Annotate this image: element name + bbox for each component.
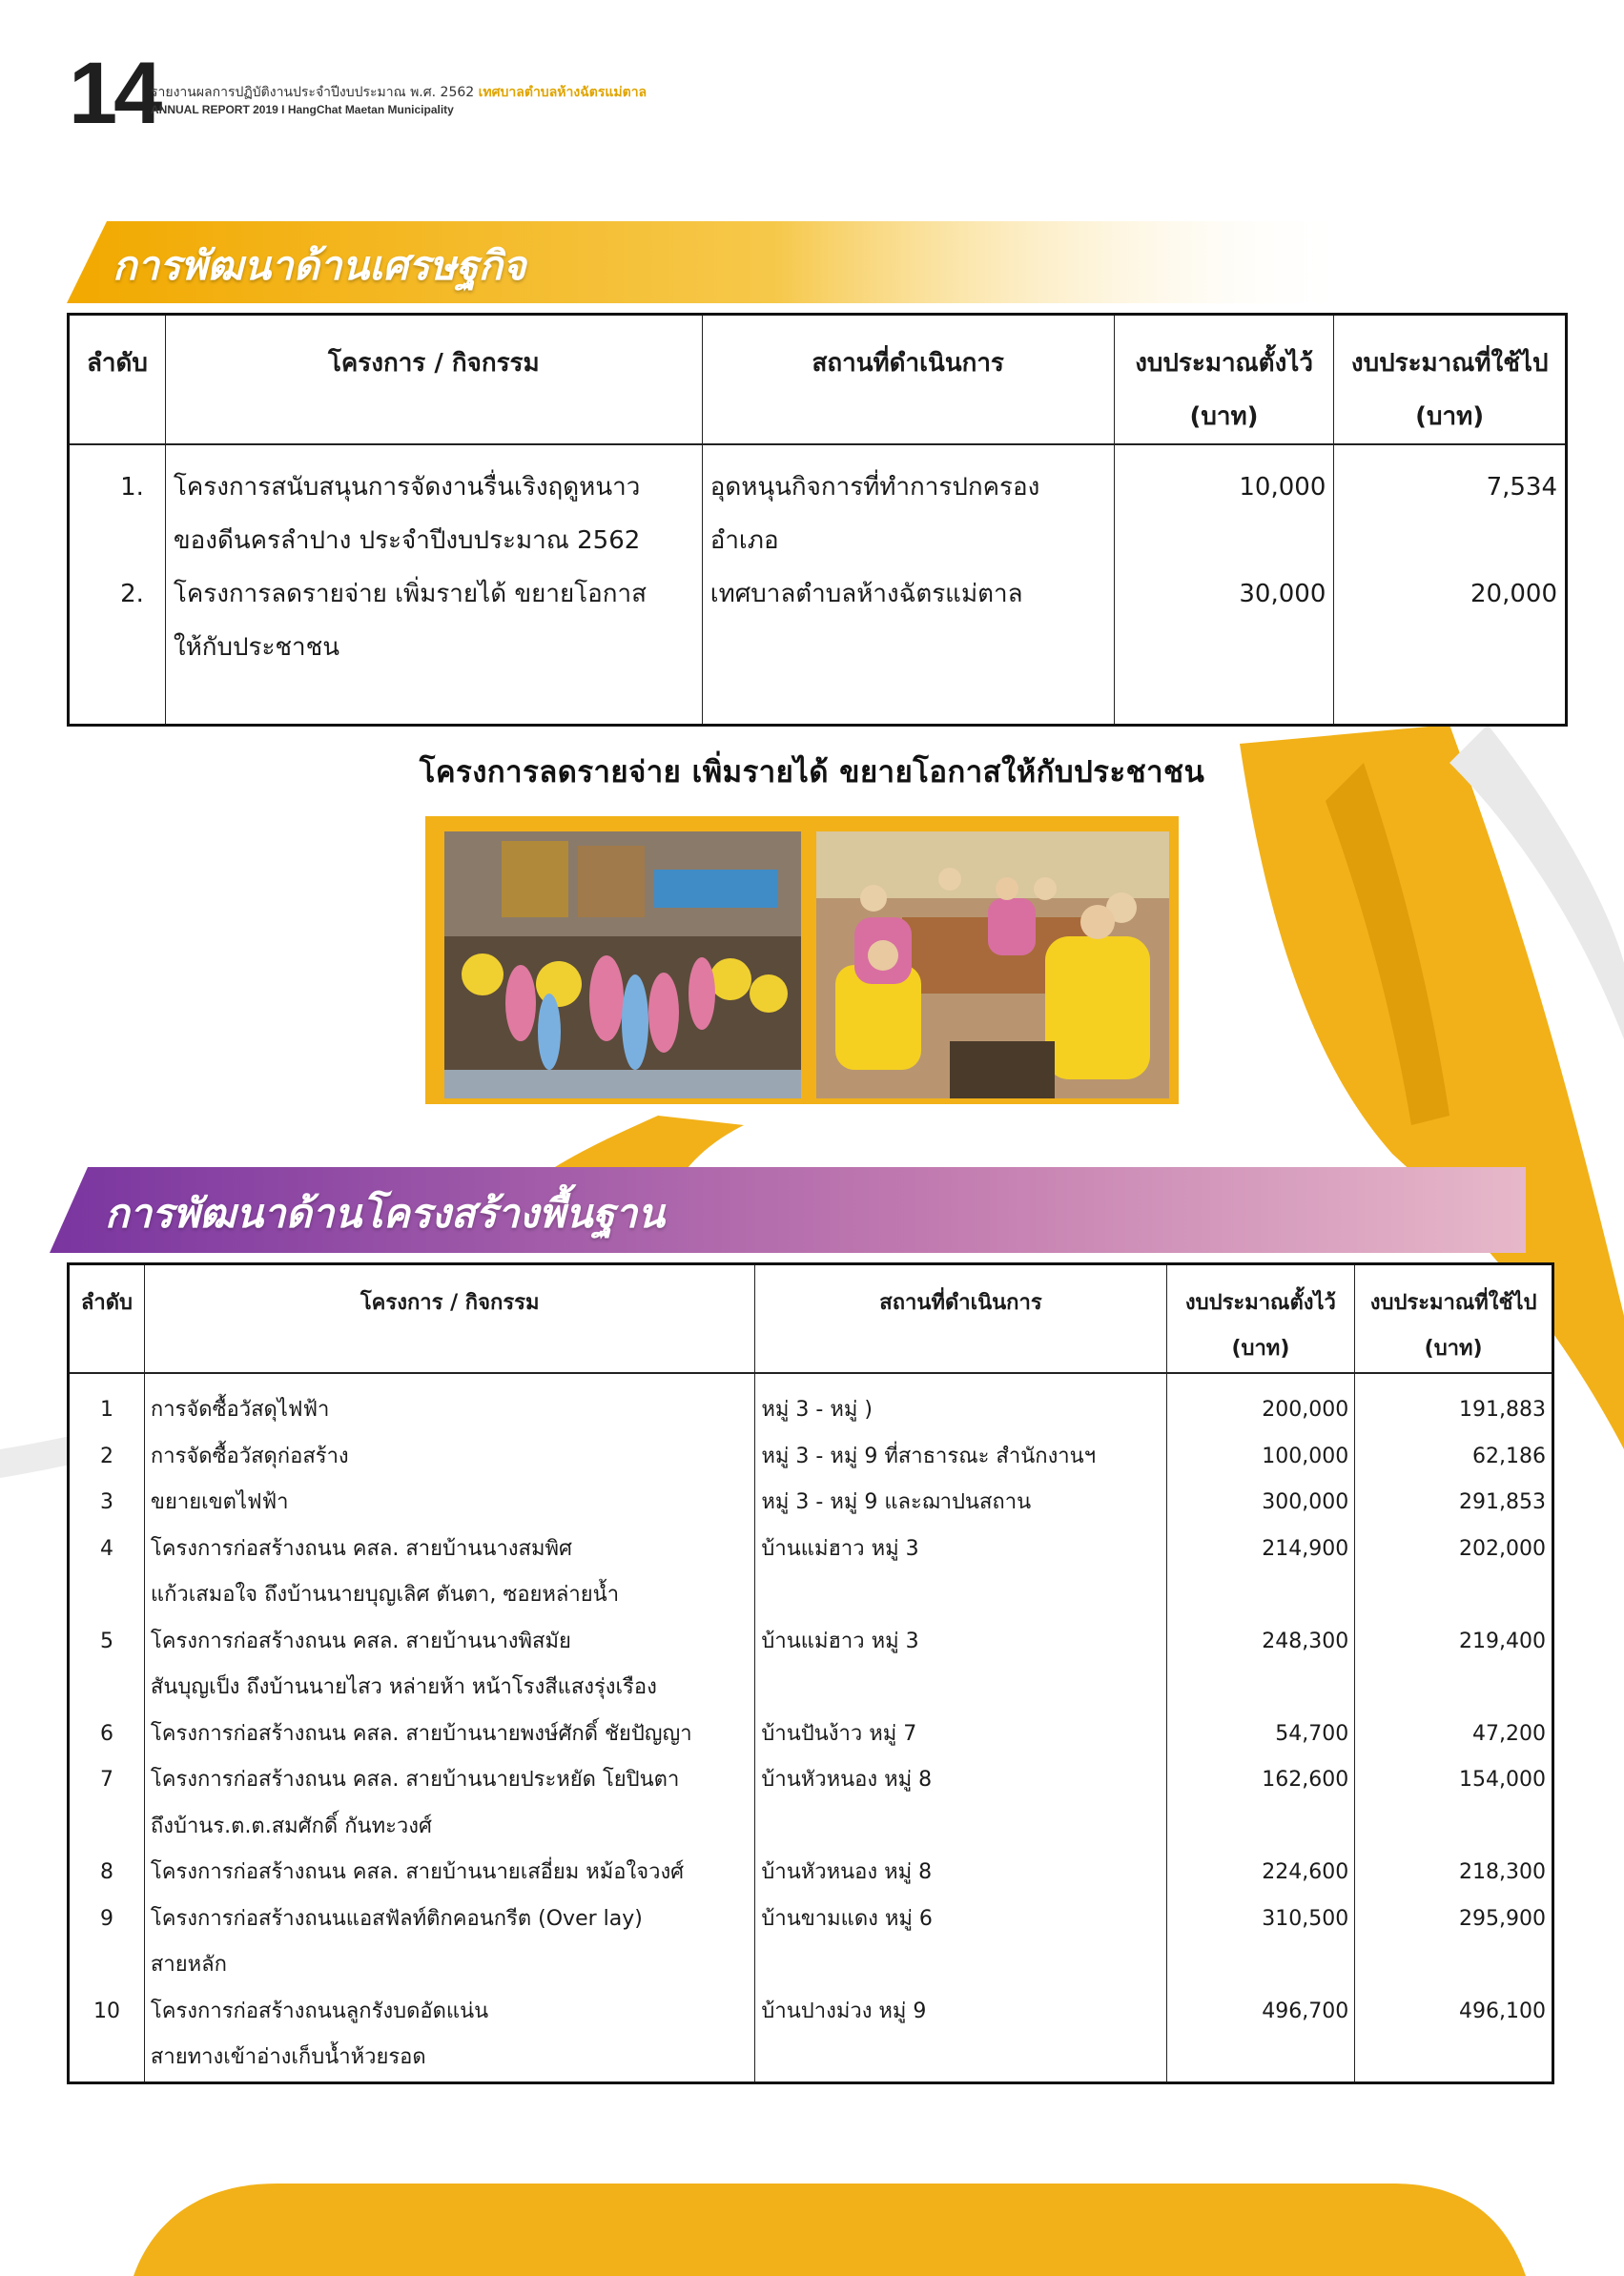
col-header-no: ลำดับ — [69, 315, 166, 445]
budget-set-label: งบประมาณตั้งไว้ — [1184, 1291, 1336, 1315]
row-location: บ้านปางม่วง หมู่ 9 — [755, 1989, 1166, 2083]
row-budget-set: 496,700 — [1166, 1989, 1355, 2083]
project-line: โครงการสนับสนุนการจัดงานรื่นเริงฤดูหนาว — [173, 473, 641, 502]
row-project — [144, 1897, 755, 1989]
row-no: 1 — [69, 1373, 145, 1434]
photo-section-title: โครงการลดรายจ่าย เพิ่มรายได้ ขยายโอกาสให้กับประชาชน — [419, 755, 1205, 789]
row-budget-set: 10,000 — [1114, 444, 1334, 567]
row-location: บ้านหัวหนอง หมู่ 8 — [755, 1757, 1166, 1850]
row-location: เทศบาลตำบลห้างฉัตรแม่ตาล — [702, 567, 1114, 726]
project-line: โครงการก่อสร้างถนนแอสฟัลท์ติกคอนกรีต (Over lay) — [150, 1906, 643, 1931]
economic-section-banner — [113, 231, 526, 301]
gold-bottom — [134, 2184, 1526, 2276]
row-budget-used: 191,883 — [1355, 1373, 1553, 1434]
budget-used-label: งบประมาณที่ใช้ไป — [1369, 1291, 1537, 1315]
row-budget-used: 62,186 — [1355, 1434, 1553, 1481]
budget-used-unit: (บาท) — [1424, 1337, 1483, 1361]
project-line: ให้กับประชาชน — [173, 633, 340, 662]
budget-used-label: งบประมาณที่ใช้ไป — [1350, 349, 1549, 378]
budget-used-unit: (บาท) — [1415, 402, 1485, 431]
budget-set-label: งบประมาณตั้งไว้ — [1135, 349, 1313, 378]
row-location: บ้านแม่ฮาว หมู่ 3 — [755, 1527, 1166, 1619]
row-budget-set: 248,300 — [1166, 1619, 1355, 1712]
row-budget-used: 202,000 — [1355, 1527, 1553, 1619]
table-row — [69, 567, 1567, 726]
row-location: อุดหนุนกิจการที่ทำการปกครองอำเภอ — [702, 444, 1114, 567]
row-budget-set: 30,000 — [1114, 567, 1334, 726]
row-no: 8 — [69, 1850, 145, 1897]
row-project — [165, 567, 702, 726]
row-project — [144, 1480, 755, 1527]
row-budget-used: 218,300 — [1355, 1850, 1553, 1897]
row-budget-used: 47,200 — [1355, 1712, 1553, 1758]
project-line: โครงการก่อสร้างถนน คสล. สายบ้านนายเสอี่ยม หม้อใจวงศ์ — [150, 1860, 685, 1884]
table-row — [69, 1850, 1553, 1897]
row-location: หมู่ 3 - หมู่ 9 ที่สาธารณะ สำนักงานฯ — [755, 1434, 1166, 1481]
project-line: ของดีนครลำปาง ประจำปีงบประมาณ 2562 — [173, 526, 641, 555]
row-budget-set: 200,000 — [1166, 1373, 1355, 1434]
budget-set-unit: (บาท) — [1231, 1337, 1290, 1361]
infrastructure-projects-table — [67, 1262, 1554, 2084]
budget-set-unit: (บาท) — [1189, 402, 1259, 431]
row-project — [144, 1434, 755, 1481]
project-line: โครงการก่อสร้างถนน คสล. สายบ้านนางพิสมัย — [150, 1629, 571, 1653]
row-location: บ้านขามแดง หมู่ 6 — [755, 1897, 1166, 1989]
col-header-no: ลำดับ — [69, 1264, 145, 1374]
row-project — [144, 1850, 755, 1897]
row-location: บ้านปันง้าว หมู่ 7 — [755, 1712, 1166, 1758]
table-header-row — [69, 1264, 1553, 1374]
row-project — [144, 1989, 755, 2083]
col-header-budget-used — [1334, 315, 1567, 445]
row-no: 5 — [69, 1619, 145, 1712]
col-header-budget-used — [1355, 1264, 1553, 1374]
project-line: การจัดซื้อวัสดุก่อสร้าง — [150, 1444, 349, 1468]
project-line: สันบุญเป็ง ถึงบ้านนายไสว หล่ายห้า หน้าโรงสีแสงรุ่งเรือง — [150, 1675, 657, 1699]
row-no: 10 — [69, 1989, 145, 2083]
table-row — [69, 1897, 1553, 1989]
row-location: หมู่ 3 - หมู่ 9 และฌาปนสถาน — [755, 1480, 1166, 1527]
row-budget-used: 7,534 — [1334, 444, 1567, 567]
row-no: 2 — [69, 1434, 145, 1481]
row-budget-used: 154,000 — [1355, 1757, 1553, 1850]
table-row — [69, 1373, 1553, 1434]
photo-frame — [425, 816, 1179, 1104]
economic-section-title: การพัฒนาด้านเศรษฐกิจ — [113, 242, 526, 289]
project-line: โครงการก่อสร้างถนน คสล. สายบ้านนางสมพิศ — [150, 1536, 572, 1561]
economic-projects-table — [67, 313, 1568, 727]
project-line: โครงการก่อสร้างถนน คสล. สายบ้านนายประหยัด โยปินตา — [150, 1768, 680, 1792]
report-title-th-text: รายงานผลการปฏิบัติงานประจำปีงบประมาณ พ.ศ. 2562 — [151, 85, 475, 100]
infrastructure-section-banner — [105, 1179, 665, 1249]
activity-photo-2 — [816, 831, 1169, 1098]
row-no: 1. — [69, 444, 166, 567]
project-line: โครงการลดรายจ่าย เพิ่มรายได้ ขยายโอกาส — [173, 580, 647, 608]
row-location: บ้านหัวหนอง หมู่ 8 — [755, 1850, 1166, 1897]
row-budget-used: 295,900 — [1355, 1897, 1553, 1989]
row-no: 9 — [69, 1897, 145, 1989]
table-row — [69, 1434, 1553, 1481]
row-no: 4 — [69, 1527, 145, 1619]
infrastructure-section-title: การพัฒนาด้านโครงสร้างพื้นฐาน — [105, 1190, 665, 1237]
report-title-th — [151, 82, 647, 103]
table-header-row — [69, 315, 1567, 445]
row-budget-set: 54,700 — [1166, 1712, 1355, 1758]
project-line: แก้วเสมอใจ ถึงบ้านนายบุญเลิศ ตันตา, ซอยหล่ายน้ำ — [150, 1583, 620, 1607]
activity-photo-1 — [444, 831, 801, 1098]
project-line: ถึงบ้านร.ต.ต.สมศักดิ์ กันทะวงศ์ — [150, 1814, 432, 1838]
photo-2-illustration — [816, 831, 1169, 1098]
project-line: โครงการก่อสร้างถนนลูกรังบดอัดแน่น — [150, 1999, 489, 2023]
col-header-location: สถานที่ดำเนินการ — [702, 315, 1114, 445]
table-row — [69, 1619, 1553, 1712]
row-budget-set: 300,000 — [1166, 1480, 1355, 1527]
row-location: บ้านแม่ฮาว หมู่ 3 — [755, 1619, 1166, 1712]
project-line: สายทางเข้าอ่างเก็บน้ำห้วยรอด — [150, 2045, 426, 2069]
project-line: สายหลัก — [150, 1953, 227, 1977]
col-header-budget-set — [1166, 1264, 1355, 1374]
page-number: 14 — [69, 45, 159, 142]
project-line: ขยายเขตไฟฟ้า — [150, 1490, 289, 1514]
row-budget-used: 496,100 — [1355, 1989, 1553, 2083]
report-title-en: ANNUAL REPORT 2019 I HangChat Maetan Municipality — [151, 103, 454, 116]
row-no: 3 — [69, 1480, 145, 1527]
row-no: 6 — [69, 1712, 145, 1758]
row-budget-set: 214,900 — [1166, 1527, 1355, 1619]
row-budget-used: 219,400 — [1355, 1619, 1553, 1712]
table-row — [69, 1527, 1553, 1619]
row-project — [144, 1373, 755, 1434]
row-budget-used: 291,853 — [1355, 1480, 1553, 1527]
project-line: โครงการก่อสร้างถนน คสล. สายบ้านนายพงษ์ศักดิ์ ชัยปัญญา — [150, 1721, 692, 1746]
col-header-budget-set — [1114, 315, 1334, 445]
row-location: หมู่ 3 - หมู่ ) — [755, 1373, 1166, 1434]
table-row — [69, 1480, 1553, 1527]
row-budget-used: 20,000 — [1334, 567, 1567, 726]
table-row — [69, 1757, 1553, 1850]
table-row — [69, 444, 1567, 567]
row-budget-set: 100,000 — [1166, 1434, 1355, 1481]
municipality-name-th: เทศบาลตำบลห้างฉัตรแม่ตาล — [478, 85, 648, 100]
photo-1-illustration — [444, 831, 801, 1098]
table-row — [69, 1712, 1553, 1758]
row-project — [144, 1712, 755, 1758]
row-project — [165, 444, 702, 567]
row-budget-set: 310,500 — [1166, 1897, 1355, 1989]
col-header-project: โครงการ / กิจกรรม — [144, 1264, 755, 1374]
row-no: 2. — [69, 567, 166, 726]
row-budget-set: 224,600 — [1166, 1850, 1355, 1897]
row-project — [144, 1527, 755, 1619]
row-project — [144, 1757, 755, 1850]
col-header-location: สถานที่ดำเนินการ — [755, 1264, 1166, 1374]
row-project — [144, 1619, 755, 1712]
project-line: การจัดซื้อวัสดุไฟฟ้า — [150, 1398, 330, 1422]
col-header-project: โครงการ / กิจกรรม — [165, 315, 702, 445]
row-no: 7 — [69, 1757, 145, 1850]
row-budget-set: 162,600 — [1166, 1757, 1355, 1850]
table-row — [69, 1989, 1553, 2083]
